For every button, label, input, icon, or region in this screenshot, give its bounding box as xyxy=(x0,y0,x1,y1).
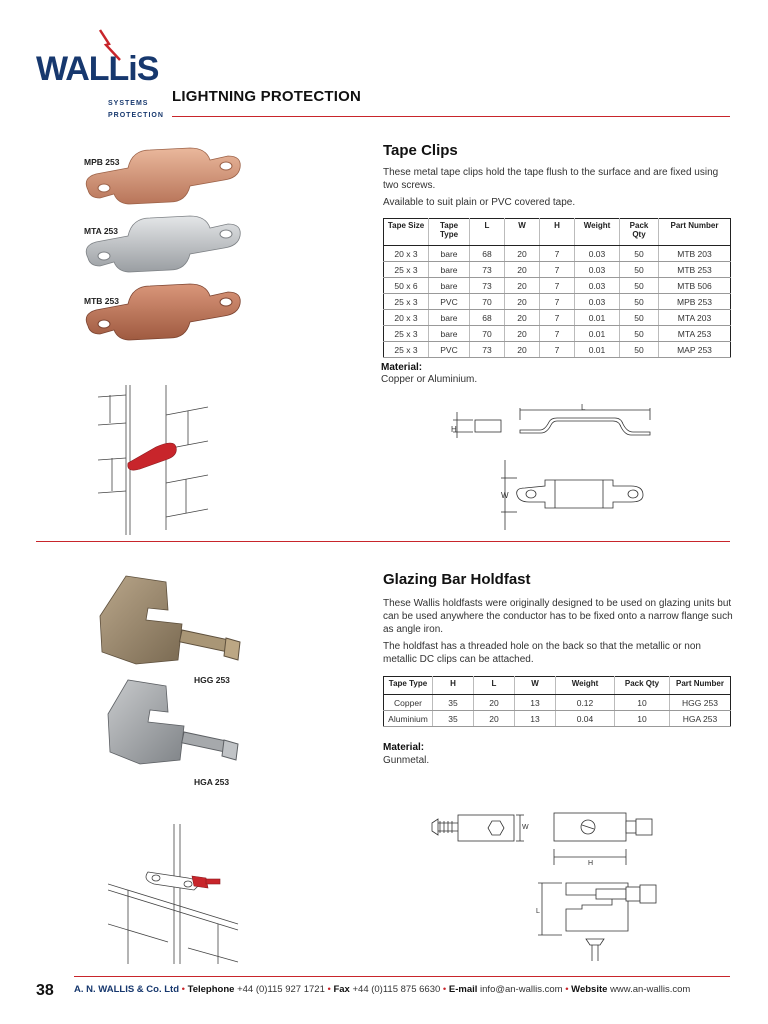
table-cell: 35 xyxy=(433,695,474,711)
col-tape-size: Tape Size xyxy=(384,219,429,246)
table-cell: 25 x 3 xyxy=(384,342,429,358)
tape-clips-table xyxy=(383,218,731,358)
dim-label-w: W xyxy=(522,824,529,831)
holdfast-dimension-drawing xyxy=(428,805,668,965)
dim-label-h: H xyxy=(451,425,457,434)
table-cell: 68 xyxy=(470,246,505,262)
mpb253-clip-image xyxy=(86,148,240,204)
holdfast-material-heading: Material: xyxy=(383,742,425,753)
table-cell: bare xyxy=(429,278,470,294)
table-cell: HGG 253 xyxy=(670,695,731,711)
table-cell: 73 xyxy=(470,278,505,294)
footer-rule xyxy=(74,976,730,977)
col-part-number: Part Number xyxy=(670,677,731,695)
table-cell: 25 x 3 xyxy=(384,326,429,342)
logo-subtitle-2: PROTECTION xyxy=(108,112,164,119)
table-cell: 0.03 xyxy=(575,278,620,294)
table-cell: PVC xyxy=(429,294,470,310)
footer-web-label: Website xyxy=(571,984,608,995)
table-cell: 50 xyxy=(620,326,659,342)
table-cell: 25 x 3 xyxy=(384,262,429,278)
holdfast-description: These Wallis holdfasts were originally designed to be used on glazing units but can be used anywhere the conductor has to be fixed onto a narrow flange such as angle iron. xyxy=(383,598,733,635)
table-cell: 50 x 6 xyxy=(384,278,429,294)
table-cell: HGA 253 xyxy=(670,711,731,727)
col-l: L xyxy=(474,677,515,695)
col-h: H xyxy=(540,219,575,246)
holdfast-table xyxy=(383,676,731,727)
table-cell: 7 xyxy=(540,246,575,262)
tape-clip-dimension-drawing xyxy=(445,398,660,538)
holdfast-photos xyxy=(96,568,256,778)
footer-fax: +44 (0)115 875 6630 xyxy=(352,984,441,995)
table-cell: 50 xyxy=(620,278,659,294)
holdfast-install-drawing xyxy=(108,824,243,964)
mta253-clip-image xyxy=(86,216,240,272)
table-cell: 0.01 xyxy=(575,310,620,326)
col-h: H xyxy=(433,677,474,695)
table-cell: 0.01 xyxy=(575,342,620,358)
table-cell: 7 xyxy=(540,310,575,326)
table-cell: 10 xyxy=(615,711,670,727)
dim-label-w: W xyxy=(501,491,509,500)
dim-label-l: L xyxy=(581,403,586,412)
tape-clip-install-drawing xyxy=(96,385,216,535)
table-row xyxy=(384,246,731,262)
table-cell: bare xyxy=(429,262,470,278)
holdfast-material-text: Gunmetal. xyxy=(383,755,430,766)
table-row xyxy=(384,711,731,727)
tape-clips-availability: Available to suit plain or PVC covered tape. xyxy=(383,197,576,208)
table-cell: 20 x 3 xyxy=(384,310,429,326)
table-cell: 35 xyxy=(433,711,474,727)
col-weight: Weight xyxy=(556,677,615,695)
table-cell: Aluminium xyxy=(384,711,433,727)
table-cell: 73 xyxy=(470,262,505,278)
col-pack-qty: Pack Qty xyxy=(620,219,659,246)
table-cell: 20 xyxy=(505,342,540,358)
col-weight: Weight xyxy=(575,219,620,246)
col-pack-qty: Pack Qty xyxy=(615,677,670,695)
table-row xyxy=(384,342,731,358)
table-cell: 0.12 xyxy=(556,695,615,711)
page-number: 38 xyxy=(36,982,54,999)
col-tape-type: Tape Type xyxy=(384,677,433,695)
table-row xyxy=(384,326,731,342)
table-cell: 20 xyxy=(505,246,540,262)
table-row xyxy=(384,310,731,326)
table-cell: 25 x 3 xyxy=(384,294,429,310)
section-divider xyxy=(36,541,730,542)
table-cell: 13 xyxy=(515,695,556,711)
table-cell: 7 xyxy=(540,262,575,278)
label-hga253: HGA 253 xyxy=(194,777,230,787)
table-cell: 73 xyxy=(470,342,505,358)
holdfast-threaded-hole: The holdfast has a threaded hole on the back so that the metallic or non metallic DC clips can be attached. xyxy=(383,641,701,665)
table-cell: 50 xyxy=(620,294,659,310)
table-cell: 0.03 xyxy=(575,262,620,278)
footer-company: A. N. WALLIS & Co. Ltd xyxy=(74,984,180,995)
table-cell: 50 xyxy=(620,342,659,358)
table-header-row xyxy=(384,219,731,246)
label-mtb253: MTB 253 xyxy=(84,296,119,306)
table-cell: 0.03 xyxy=(575,246,620,262)
table-cell: 50 xyxy=(620,262,659,278)
table-cell: 0.03 xyxy=(575,294,620,310)
table-cell: 0.01 xyxy=(575,326,620,342)
table-cell: 20 xyxy=(505,294,540,310)
table-cell: 20 xyxy=(474,695,515,711)
table-cell: 7 xyxy=(540,326,575,342)
table-cell: 7 xyxy=(540,342,575,358)
table-cell: MTB 506 xyxy=(659,278,731,294)
dim-label-l: L xyxy=(536,908,540,915)
mtb253-clip-image xyxy=(86,284,240,340)
header-rule xyxy=(172,116,730,117)
table-cell: MTB 253 xyxy=(659,262,731,278)
table-header-row xyxy=(384,677,731,695)
logo-subtitle-1: SYSTEMS xyxy=(108,100,149,107)
table-row xyxy=(384,278,731,294)
table-cell: 70 xyxy=(470,326,505,342)
footer-email-link[interactable]: info@an-wallis.com xyxy=(480,984,563,995)
col-part-number: Part Number xyxy=(659,219,731,246)
label-mta253: MTA 253 xyxy=(84,226,119,236)
table-cell: 50 xyxy=(620,310,659,326)
table-row xyxy=(384,294,731,310)
table-cell: 0.04 xyxy=(556,711,615,727)
table-cell: 68 xyxy=(470,310,505,326)
table-row xyxy=(384,695,731,711)
table-cell: MTA 253 xyxy=(659,326,731,342)
table-cell: 7 xyxy=(540,278,575,294)
label-hgg253: HGG 253 xyxy=(194,675,230,685)
table-cell: 20 xyxy=(505,326,540,342)
table-cell: 20 xyxy=(474,711,515,727)
footer-tel-label: Telephone xyxy=(187,984,235,995)
table-cell: MPB 253 xyxy=(659,294,731,310)
table-cell: PVC xyxy=(429,342,470,358)
table-cell: 50 xyxy=(620,246,659,262)
table-cell: 7 xyxy=(540,294,575,310)
footer-contact: A. N. WALLIS & Co. Ltd • Telephone +44 (0)115 927 1721 • Fax +44 (0)115 875 6630 • E-mail info@an-wallis.com • Website www.an-wallis.com xyxy=(74,984,691,995)
tape-clips-title: Tape Clips xyxy=(383,142,458,159)
table-cell: 20 xyxy=(505,278,540,294)
tape-clips-material-heading: Material: xyxy=(381,362,423,373)
table-cell: 13 xyxy=(515,711,556,727)
table-cell: MTA 203 xyxy=(659,310,731,326)
holdfast-title: Glazing Bar Holdfast xyxy=(383,571,531,588)
col-w: W xyxy=(505,219,540,246)
table-cell: bare xyxy=(429,246,470,262)
table-cell: 20 xyxy=(505,262,540,278)
col-w: W xyxy=(515,677,556,695)
page-title: LIGHTNING PROTECTION xyxy=(172,88,361,105)
col-l: L xyxy=(470,219,505,246)
logo-wordmark: WALLiS xyxy=(36,50,159,88)
table-cell: 20 xyxy=(505,310,540,326)
footer-email-label: E-mail xyxy=(448,984,478,995)
table-cell: bare xyxy=(429,326,470,342)
tape-clips-photo xyxy=(78,140,248,360)
footer-fax-label: Fax xyxy=(333,984,350,995)
label-mpb253: MPB 253 xyxy=(84,157,120,167)
col-tape-type: Tape Type xyxy=(429,219,470,246)
table-cell: MAP 253 xyxy=(659,342,731,358)
table-cell: 20 x 3 xyxy=(384,246,429,262)
table-cell: bare xyxy=(429,310,470,326)
hga253-holdfast-image xyxy=(108,680,238,764)
tape-clips-description: These metal tape clips hold the tape flush to the surface and are fixed using two screws. xyxy=(383,167,719,191)
table-cell: 10 xyxy=(615,695,670,711)
tape-clips-material-text: Copper or Aluminium. xyxy=(381,374,478,385)
hgg253-holdfast-image xyxy=(100,576,240,664)
footer-telephone: +44 (0)115 927 1721 xyxy=(237,984,325,995)
table-cell: MTB 203 xyxy=(659,246,731,262)
footer-website-link[interactable]: www.an-wallis.com xyxy=(610,984,691,995)
company-logo xyxy=(36,28,164,123)
table-row xyxy=(384,262,731,278)
dim-label-h: H xyxy=(588,860,594,867)
table-cell: Copper xyxy=(384,695,433,711)
table-cell: 70 xyxy=(470,294,505,310)
